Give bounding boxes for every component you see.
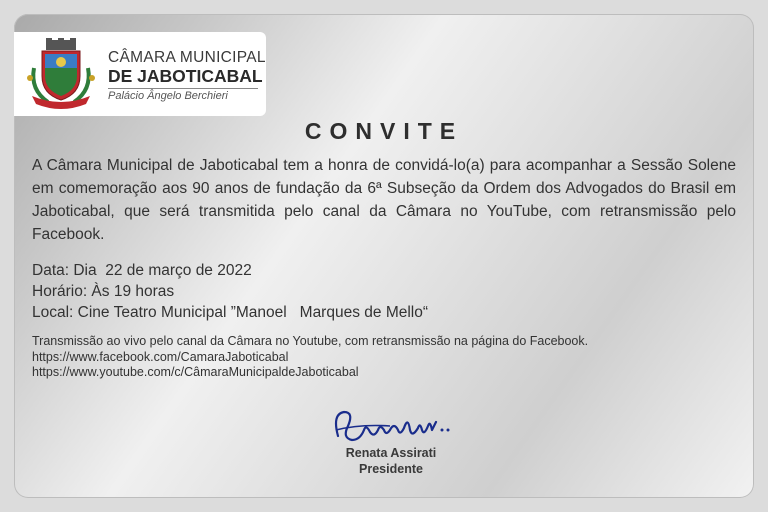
brand-line-2: DE JABOTICABAL (108, 66, 263, 86)
invitation-body: A Câmara Municipal de Jaboticabal tem a honra de convidá-lo(a) para acompanhar a Sessão Solene em comemoração aos 90 anos de fundação da 6ª Subseção da Ordem dos Advogados do Brasil em Jaboticabal, que será transmitida pelo canal da Câmara no YouTube, com retransmissão pelo Facebook. (32, 157, 736, 243)
broadcast-note (32, 334, 588, 381)
event-time: Horário: Às 19 horas (32, 283, 175, 300)
event-place: Local: Cine Teatro Municipal ”Manoel Marques de Mello“ (32, 304, 429, 321)
youtube-link[interactable]: https://www.youtube.com/c/CâmaraMunicipaldeJaboticabal (32, 365, 359, 379)
brand-divider (108, 88, 258, 89)
brand-subtitle: Palácio Ângelo Berchieri (108, 90, 228, 102)
event-date: Data: Dia 22 de março de 2022 (32, 262, 252, 279)
signer-role: Presidente (359, 462, 423, 476)
invitation-title: CONVITE (304, 118, 464, 144)
municipal-crest-icon (24, 38, 98, 110)
signer-block (14, 445, 754, 477)
broadcast-text: Transmissão ao vivo pelo canal da Câmara no Youtube, com retransmissão na página do Facebook. (32, 334, 589, 348)
invitation-card (14, 14, 754, 498)
brand-line-1: CÂMARA MUNICIPAL (108, 49, 266, 66)
facebook-link[interactable]: https://www.facebook.com/CamaraJaboticabal (32, 349, 289, 364)
handwritten-signature (330, 400, 460, 450)
logo-header (14, 32, 266, 116)
event-details (32, 260, 428, 323)
signer-name: Renata Assirati (345, 446, 437, 460)
